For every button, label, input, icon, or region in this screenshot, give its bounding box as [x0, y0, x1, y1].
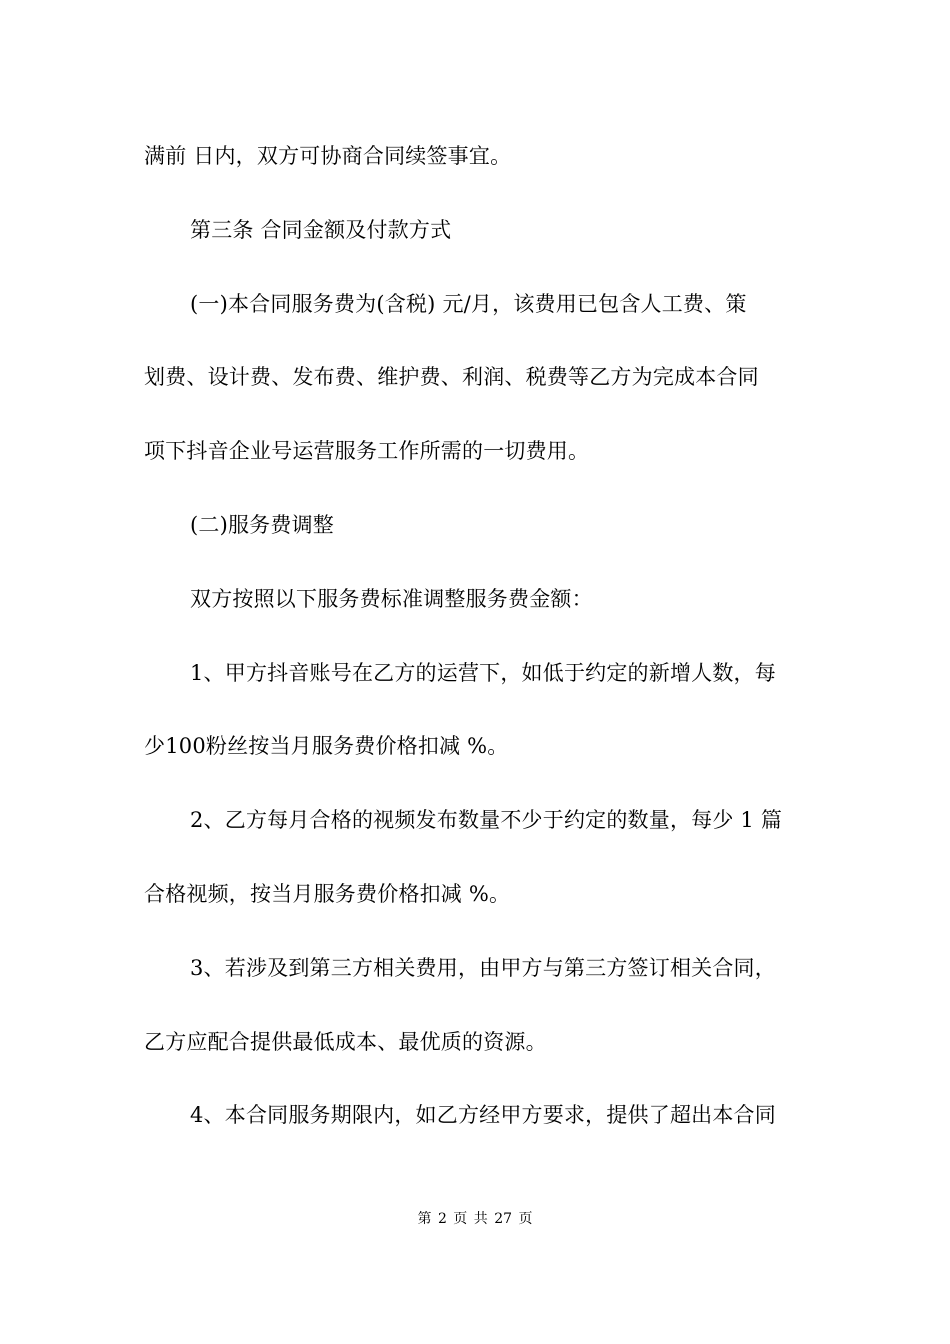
subsection-heading: (二)服务费调整 [190, 512, 334, 537]
text-line: 划费、设计费、发布费、维护费、利润、税费等乙方为完成本合同 [144, 365, 759, 390]
text-line: 少100粉丝按当月服务费价格扣减 %。 [144, 734, 509, 759]
text-line: 乙方应配合提供最低成本、最优质的资源。 [144, 1029, 547, 1054]
contract-body [144, 133, 808, 1166]
section-heading: 第三条 合同金额及付款方式 [190, 217, 452, 242]
text-line: 4、本合同服务期限内，如乙方经甲方要求，提供了超出本合同 [190, 1103, 776, 1128]
text-line: 合格视频，按当月服务费价格扣减 %。 [144, 881, 511, 906]
page-number-footer: 第 2 页 共 27 页 [417, 1211, 533, 1227]
text-line: 双方按照以下服务费标准调整服务费金额： [190, 586, 593, 611]
text-line: 3、若涉及到第三方相关费用，由甲方与第三方签订相关合同， [190, 955, 776, 980]
text-line: 项下抖音企业号运营服务工作所需的一切费用。 [144, 439, 590, 464]
text-line: (一)本合同服务费为(含税) 元/月，该费用已包含人工费、策 [190, 291, 747, 316]
text-line: 2、乙方每月合格的视频发布数量不少于约定的数量，每少 1 篇 [190, 808, 783, 833]
text-line: 1、甲方抖音账号在乙方的运营下，如低于约定的新增人数，每 [190, 660, 776, 685]
text-line: 满前 日内，双方可协商合同续签事宜。 [144, 144, 512, 168]
